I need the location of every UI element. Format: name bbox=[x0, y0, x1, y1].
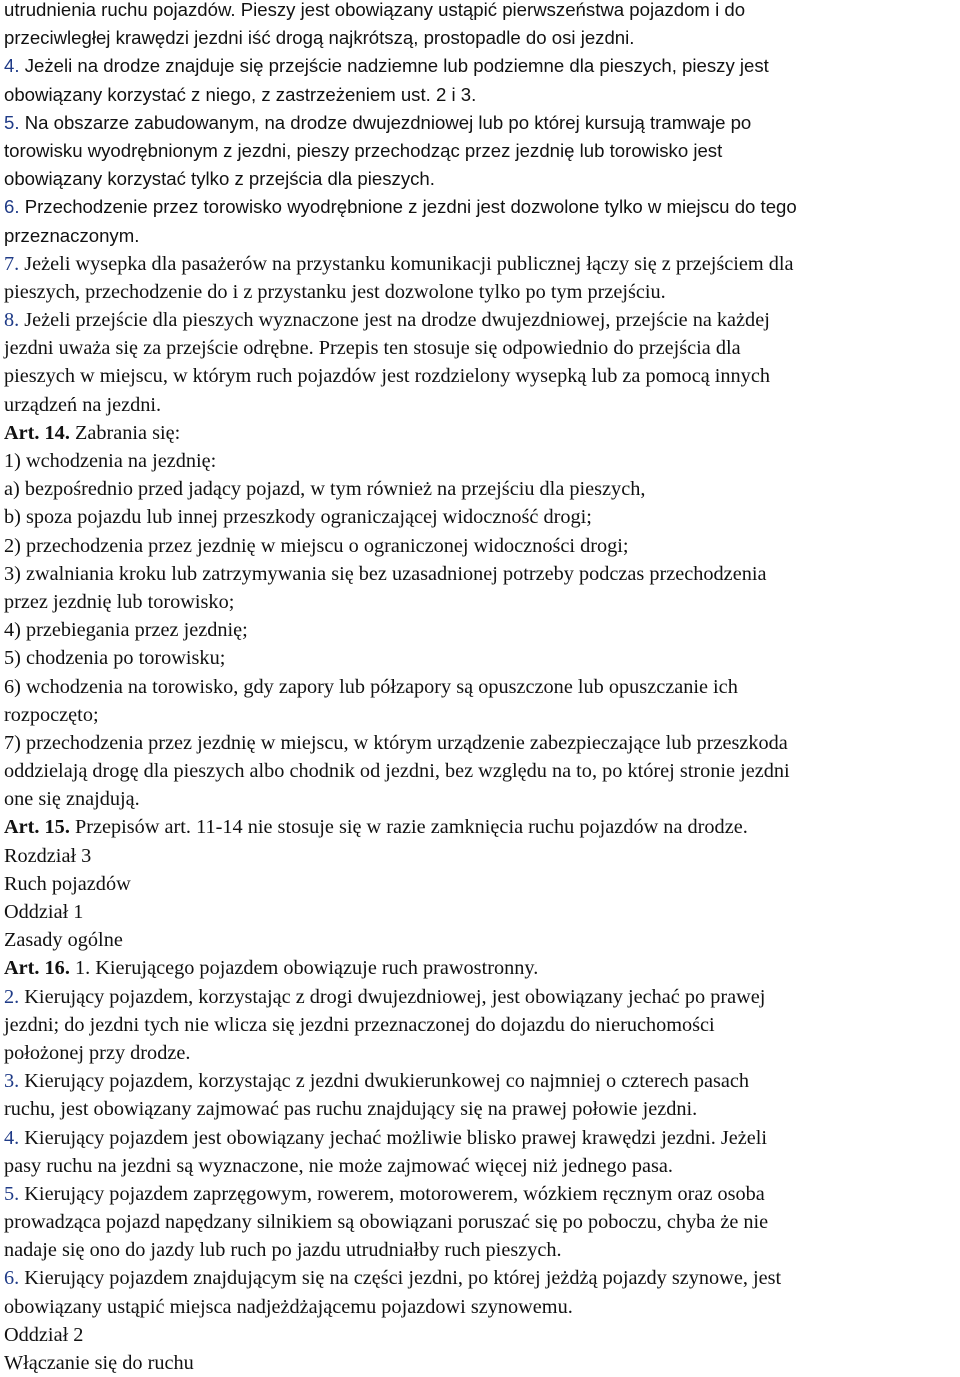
text-segment: przez jezdnię lub torowisko; bbox=[4, 590, 235, 613]
text-segment: Przepisów art. 11-14 nie stosuje się w razie zamknięcia ruchu pojazdów na drodze. bbox=[69, 816, 748, 839]
text-segment: obowiązany korzystać tylko z przejścia dla pieszych. bbox=[4, 168, 435, 190]
text-segment: 6) wchodzenia na torowisko, gdy zapory lub półzapory są opuszczone lub opuszczanie ich bbox=[4, 675, 738, 698]
text-line bbox=[4, 1208, 958, 1236]
text-segment: rozpoczęto; bbox=[4, 703, 99, 726]
text-line bbox=[4, 1011, 958, 1039]
text-segment: jezdni; do jezdni tych nie wlicza się jezdni przeznaczonej do dojazdu do nieruchomości bbox=[4, 1013, 715, 1036]
text-segment: Jeżeli na drodze znajduje się przejście nadziemne lub podziemne dla pieszych, pieszy jest bbox=[24, 55, 769, 77]
text-segment: przeznaczonym. bbox=[4, 224, 140, 246]
text-line bbox=[4, 701, 958, 729]
paragraph-number: 7. bbox=[4, 252, 25, 275]
text-line bbox=[4, 222, 958, 250]
document-page bbox=[4, 0, 958, 1377]
text-line bbox=[4, 137, 958, 165]
text-line bbox=[4, 588, 958, 616]
text-segment: Oddział 2 bbox=[4, 1323, 84, 1346]
text-segment: 7) przechodzenia przez jezdnię w miejscu, w którym urządzenie zabezpieczające lub przeszkoda bbox=[4, 731, 788, 754]
text-line bbox=[4, 1349, 958, 1377]
text-segment: 5) chodzenia po torowisku; bbox=[4, 647, 226, 670]
paragraph-number: 4. bbox=[4, 1126, 25, 1149]
text-line bbox=[4, 447, 958, 475]
text-line bbox=[4, 757, 958, 785]
paragraph-number: 8. bbox=[4, 309, 25, 332]
text-line bbox=[4, 52, 958, 80]
text-segment: Zabrania się: bbox=[69, 421, 181, 444]
article-heading: Art. 14. bbox=[4, 421, 70, 444]
text-segment: Oddział 1 bbox=[4, 901, 84, 923]
text-line bbox=[4, 278, 958, 306]
text-line bbox=[4, 870, 958, 898]
text-segment: Przechodzenie przez torowisko wyodrębnione z jezdni jest dozwolone tylko w miejscu do tego bbox=[24, 196, 797, 218]
text-segment: ruchu, jest obowiązany zajmować pas ruchu znajdujący się na prawej połowie jezdni. bbox=[4, 1098, 698, 1121]
text-line bbox=[4, 926, 958, 954]
text-segment: Zasady ogólne bbox=[4, 929, 123, 952]
text-segment: obowiązany ustąpić miejsca nadjeżdżającemu pojazdowi szynowemu. bbox=[4, 1295, 573, 1318]
text-line bbox=[4, 785, 958, 813]
article-heading: Art. 15. bbox=[4, 816, 70, 839]
text-segment: Kierujący pojazdem zaprzęgowym, rowerem, motorowerem, wózkiem ręcznym oraz osoba bbox=[24, 1182, 765, 1205]
text-segment: Kierujący pojazdem jest obowiązany jechać możliwie blisko prawej krawędzi jezdni. Jeżeli bbox=[24, 1126, 768, 1149]
text-segment: Jeżeli wysepka dla pasażerów na przystanku komunikacji publicznej łączy się z przejściem dla bbox=[24, 252, 794, 275]
text-line bbox=[4, 165, 958, 193]
text-line bbox=[4, 898, 958, 926]
text-segment: utrudnienia ruchu pojazdów. Pieszy jest obowiązany ustąpić pierwszeństwa pojazdom i do bbox=[4, 0, 746, 20]
text-line bbox=[4, 616, 958, 644]
text-segment: urządzeń na jezdni. bbox=[4, 393, 162, 416]
paragraph-number: 6. bbox=[4, 196, 25, 218]
text-line bbox=[4, 842, 958, 870]
text-line bbox=[4, 1236, 958, 1264]
text-line bbox=[4, 673, 958, 701]
text-segment: Kierujący pojazdem znajdującym się na części jezdni, po której jeżdżą pojazdy szynowe, jest bbox=[24, 1267, 782, 1290]
text-line bbox=[4, 729, 958, 757]
text-line bbox=[4, 362, 958, 390]
text-segment: pasy ruchu na jezdni są wyznaczone, nie może zajmować więcej niż jednego pasa. bbox=[4, 1154, 673, 1177]
text-line bbox=[4, 306, 958, 334]
paragraph-number: 3. bbox=[4, 1070, 25, 1093]
text-line bbox=[4, 813, 958, 841]
text-line bbox=[4, 532, 958, 560]
text-segment: Kierujący pojazdem, korzystając z drogi dwujezdniowej, jest obowiązany jechać po prawej bbox=[24, 985, 766, 1008]
text-segment: 4) przebiegania przez jezdnię; bbox=[4, 619, 248, 642]
text-line bbox=[4, 334, 958, 362]
text-segment: prowadząca pojazd napędzany silnikiem są obowiązani poruszać się po poboczu, chyba że nie bbox=[4, 1211, 769, 1234]
text-segment: Ruch pojazdów bbox=[4, 872, 131, 895]
text-line bbox=[4, 193, 958, 221]
paragraph-number: 2. bbox=[4, 985, 25, 1008]
text-line bbox=[4, 250, 958, 278]
text-segment: jezdni uważa się za przejście odrębne. Przepis ten stosuje się odpowiednio do przejścia dla bbox=[4, 337, 741, 360]
text-line bbox=[4, 1180, 958, 1208]
text-segment: 3) zwalniania kroku lub zatrzymywania się bez uzasadnionej potrzeby podczas przechodzenia bbox=[4, 562, 767, 585]
text-line bbox=[4, 1321, 958, 1349]
text-segment: Rozdział 3 bbox=[4, 844, 92, 867]
text-line bbox=[4, 560, 958, 588]
text-segment: oddzielają drogę dla pieszych albo chodnik od jezdni, bez względu na to, po której stronie jezdni bbox=[4, 760, 790, 783]
text-line bbox=[4, 391, 958, 419]
text-segment: obowiązany korzystać z niego, z zastrzeżeniem ust. 2 i 3. bbox=[4, 83, 477, 105]
text-segment: Jeżeli przejście dla pieszych wyznaczone jest na drodze dwujezdniowej, przejście na każdej bbox=[24, 309, 770, 332]
text-segment: przeciwległej krawędzi jezdni iść drogą najkrótszą, prostopadle do osi jezdni. bbox=[4, 27, 635, 49]
text-segment: a) bezpośrednio przed jadący pojazd, w tym również na przejściu dla pieszych, bbox=[4, 478, 646, 501]
text-line bbox=[4, 1264, 958, 1292]
text-line bbox=[4, 1152, 958, 1180]
paragraph-number: 5. bbox=[4, 111, 25, 133]
text-segment: one się znajdują. bbox=[4, 788, 140, 811]
paragraph-number: 4. bbox=[4, 55, 25, 77]
article-heading: Art. 16. bbox=[4, 957, 70, 980]
text-segment: pieszych w miejscu, w którym ruch pojazdów jest rozdzielony wysepką lub za pomocą innych bbox=[4, 365, 770, 388]
text-line bbox=[4, 475, 958, 503]
text-segment: 1) wchodzenia na jezdnię: bbox=[4, 450, 217, 472]
text-line bbox=[4, 419, 958, 447]
text-line bbox=[4, 1095, 958, 1123]
text-line bbox=[4, 81, 958, 109]
text-line bbox=[4, 1039, 958, 1067]
text-segment: b) spoza pojazdu lub innej przeszkody ograniczającej widoczność drogi; bbox=[4, 506, 592, 529]
text-line bbox=[4, 644, 958, 672]
text-segment: Na obszarze zabudowanym, na drodze dwujezdniowej lub po której kursują tramwaje po bbox=[24, 111, 752, 133]
text-line bbox=[4, 109, 958, 137]
text-line bbox=[4, 1293, 958, 1321]
paragraph-number: 6. bbox=[4, 1267, 25, 1290]
text-line bbox=[4, 24, 958, 52]
text-segment: torowisku wyodrębnionym z jezdni, pieszy przechodząc przez jezdnię lub torowisko jest bbox=[4, 139, 723, 161]
text-line bbox=[4, 983, 958, 1011]
text-segment: nadaje się ono do jazdy lub ruch po jazdu utrudniałby ruch pieszych. bbox=[4, 1239, 562, 1262]
paragraph-number: 5. bbox=[4, 1182, 25, 1205]
text-line bbox=[4, 503, 958, 531]
text-line bbox=[4, 954, 958, 982]
text-segment: 1. Kierującego pojazdem obowiązuje ruch prawostronny. bbox=[69, 957, 539, 980]
text-segment: Kierujący pojazdem, korzystając z jezdni dwukierunkowej co najmniej o czterech pasach bbox=[24, 1070, 750, 1093]
text-segment: pieszych, przechodzenie do i z przystanku jest dozwolone tylko po tym przejściu. bbox=[4, 280, 666, 303]
text-line bbox=[4, 1067, 958, 1095]
text-segment: 2) przechodzenia przez jezdnię w miejscu o ograniczonej widoczności drogi; bbox=[4, 534, 629, 557]
text-segment: Włączanie się do ruchu bbox=[4, 1352, 194, 1374]
text-line bbox=[4, 0, 958, 24]
text-line bbox=[4, 1124, 958, 1152]
text-segment: położonej przy drodze. bbox=[4, 1041, 191, 1064]
